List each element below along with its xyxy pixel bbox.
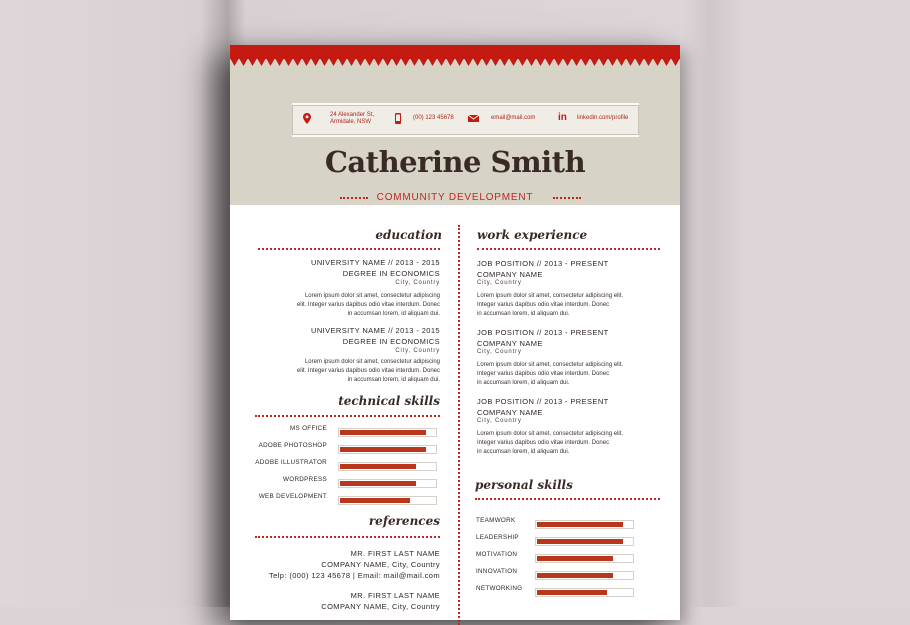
column-divider xyxy=(458,225,460,625)
skill-bar-fill xyxy=(537,522,623,527)
full-name: Catherine Smith xyxy=(324,145,586,179)
skill-label: LEADERSHIP xyxy=(476,534,519,541)
edu1-desc-3: in accumsan lorem, id aliquam dui. xyxy=(347,311,440,317)
skill-label: MOTIVATION xyxy=(476,551,518,558)
skill-bar-fill xyxy=(537,573,613,578)
skill-label: WEB DEVELOPMENT xyxy=(258,493,327,500)
skill-label: MS OFFICE xyxy=(290,425,327,432)
skill-bar-track xyxy=(535,520,634,529)
job3-line2: COMPANY NAME xyxy=(477,408,543,417)
job1-line2: COMPANY NAME xyxy=(477,270,543,279)
job3-desc-1: Lorem ipsum dolor sit amet, consectetur adipiscing elit. xyxy=(477,431,624,437)
job2-line2: COMPANY NAME xyxy=(477,339,543,348)
job3-line1: JOB POSITION // 2013 - PRESENT xyxy=(477,397,609,406)
skill-bar-fill xyxy=(537,539,623,544)
skill-label: ADOBE ILLUSTRATOR xyxy=(255,459,327,466)
edu1-desc-1: Lorem ipsum dolor sit amet, consectetur adipiscing xyxy=(304,293,440,299)
skill-bar-fill xyxy=(537,556,613,561)
skill-bar-track xyxy=(338,479,437,488)
job2-desc-2: Integer varius dapibus odio vitae interdum. Donec xyxy=(477,371,610,377)
zigzag-trim xyxy=(230,58,680,68)
job1-desc-2: Integer varius dapibus odio vitae interdum. Donec xyxy=(477,302,610,308)
job1-line1: JOB POSITION // 2013 - PRESENT xyxy=(477,259,609,268)
technical-skills-heading: technical skills xyxy=(338,394,440,408)
skill-bar-track xyxy=(535,571,634,580)
job1-desc-3: in accumsan lorem, id aliquam dui. xyxy=(477,311,570,317)
ref1-name: MR. FIRST LAST NAME xyxy=(350,549,440,558)
subtitle-dots-right xyxy=(553,197,581,199)
edu1-line2: DEGREE IN ECONOMICS xyxy=(342,269,440,278)
contact-linkedin: linkedin.com/profile xyxy=(577,115,629,121)
edu1-location: City, Country xyxy=(395,280,440,286)
technical-skills-rule xyxy=(255,415,440,417)
references-rule xyxy=(255,536,440,538)
skill-bar-fill xyxy=(340,464,416,469)
resume-page xyxy=(230,45,680,620)
edu2-desc-3: in accumsan lorem, id aliquam dui. xyxy=(347,377,440,383)
skill-bar-fill xyxy=(340,447,426,452)
contact-phone: (00) 123 45678 xyxy=(413,115,454,121)
job1-location: City, Country xyxy=(477,280,522,286)
skill-bar-fill xyxy=(340,498,410,503)
skill-bar-track xyxy=(535,537,634,546)
job3-desc-2: Integer varius dapibus odio vitae interdum. Donec xyxy=(477,440,610,446)
job2-line1: JOB POSITION // 2013 - PRESENT xyxy=(477,328,609,337)
skill-label: ADOBE PHOTOSHOP xyxy=(258,442,327,449)
references-heading: references xyxy=(368,514,440,528)
work-experience-heading: work experience xyxy=(477,228,588,242)
contact-email: email@mail.com xyxy=(491,115,536,121)
edu2-location: City, Country xyxy=(395,348,440,354)
skill-label: TEAMWORK xyxy=(476,517,516,524)
edu1-line1: UNIVERSITY NAME // 2013 - 2015 xyxy=(311,258,440,267)
edu1-desc-2: elit. Integer varius dapibus odio vitae interdum. Donec xyxy=(296,302,440,308)
skill-bar-fill xyxy=(537,590,607,595)
ref2-name: MR. FIRST LAST NAME xyxy=(350,591,440,600)
education-rule xyxy=(258,248,440,250)
ref2-company: COMPANY NAME, City, Country xyxy=(321,602,440,611)
skill-bar-track xyxy=(535,588,634,597)
skill-bar-track xyxy=(338,462,437,471)
envelope-icon xyxy=(468,115,479,122)
top-red-band xyxy=(230,45,680,59)
edu2-line2: DEGREE IN ECONOMICS xyxy=(342,337,440,346)
skill-label: INNOVATION xyxy=(476,568,518,575)
skill-bar-fill xyxy=(340,481,416,486)
job2-desc-1: Lorem ipsum dolor sit amet, consectetur adipiscing elit. xyxy=(477,362,624,368)
skill-bar-track xyxy=(338,496,437,505)
ref1-contact: Telp: (000) 123 45678 | Email: mail@mail.com xyxy=(269,571,440,580)
job1-desc-1: Lorem ipsum dolor sit amet, consectetur adipiscing elit. xyxy=(477,293,624,299)
skill-label: WORDPRESS xyxy=(283,476,327,483)
job-title: COMMUNITY DEVELOPMENT xyxy=(376,192,534,203)
education-heading: education xyxy=(375,228,442,242)
personal-skills-rule xyxy=(475,498,660,500)
ref1-company: COMPANY NAME, City, Country xyxy=(321,560,440,569)
skill-bar-track xyxy=(535,554,634,563)
phone-icon xyxy=(395,113,401,124)
work-experience-rule xyxy=(477,248,660,250)
location-pin-icon xyxy=(303,113,311,124)
resume-header xyxy=(230,59,680,205)
edu2-line1: UNIVERSITY NAME // 2013 - 2015 xyxy=(311,326,440,335)
skill-bar-track xyxy=(338,428,437,437)
edu2-desc-1: Lorem ipsum dolor sit amet, consectetur adipiscing xyxy=(304,359,440,365)
personal-skills-heading: personal skills xyxy=(475,478,573,492)
skill-bar-fill xyxy=(340,430,426,435)
job2-desc-3: in accumsan lorem, id aliquam dui. xyxy=(477,380,570,386)
skill-label: NETWORKING xyxy=(476,585,523,592)
contact-address: 24 Alexander St, Armidale, NSW xyxy=(330,112,375,125)
linkedin-icon: in xyxy=(558,112,567,123)
contact-bar xyxy=(292,103,639,137)
skill-bar-track xyxy=(338,445,437,454)
job2-location: City, Country xyxy=(477,349,522,355)
job3-desc-3: in accumsan lorem, id aliquam dui. xyxy=(477,449,570,455)
edu2-desc-2: elit. Integer varius dapibus odio vitae interdum. Donec xyxy=(296,368,440,374)
job3-location: City, Country xyxy=(477,418,522,424)
